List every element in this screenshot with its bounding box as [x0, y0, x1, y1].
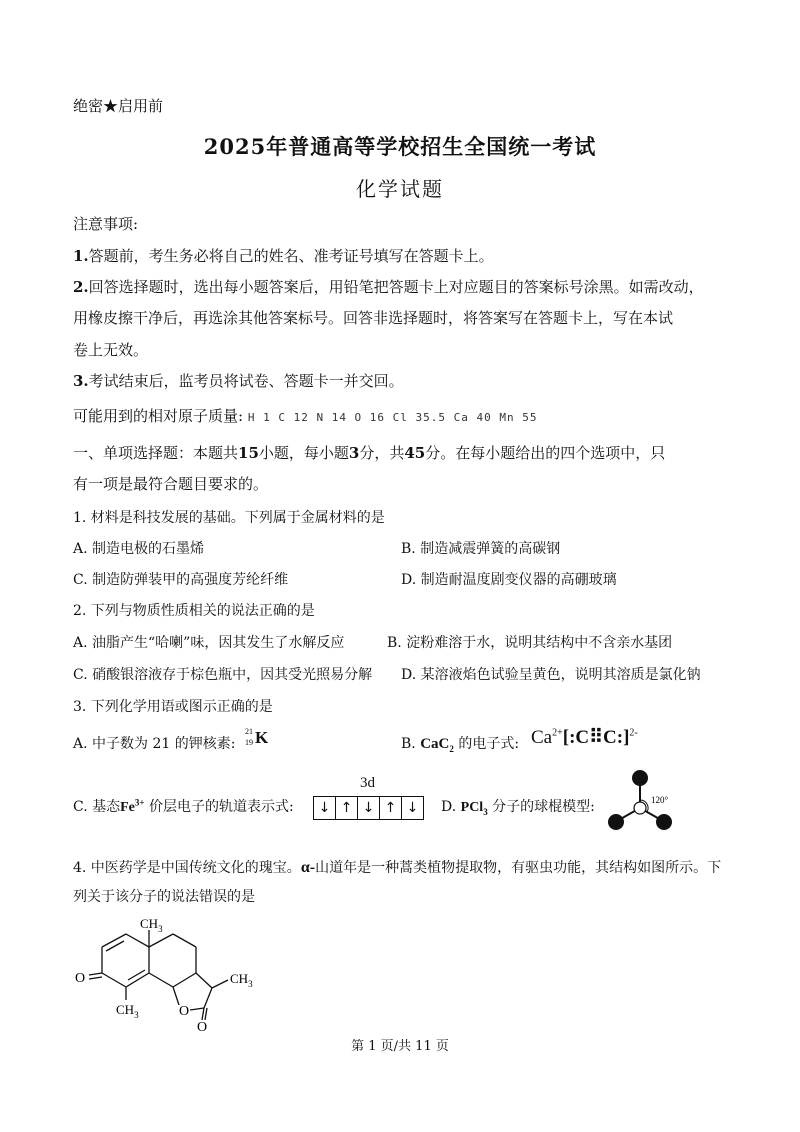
methyl-top-label: $CH_3$ [140, 916, 163, 934]
note-2-number: 2. [73, 278, 89, 296]
note-2-line1: 回答选择题时，选出每小题答案后，用铅笔把答题卡上对应题目的答案标号涂黑。如需改动， [88, 278, 704, 296]
santonin-structure [62, 908, 262, 1033]
phosphorus-atom [634, 802, 646, 814]
nuclide-atomic-number: 19 [245, 738, 253, 747]
atomic-mass-values: H 1 C 12 N 14 O 16 Cl 35.5 Ca 40 Mn 55 [247, 411, 538, 424]
fe-symbol: Fe [120, 800, 135, 815]
alpha-prefix: α- [300, 859, 316, 876]
c2-anion-charge: 2- [629, 727, 638, 739]
q1-option-b: B. 制造减震弹簧的高碳钢 [401, 541, 561, 557]
orbital-label: 3d [360, 775, 375, 791]
pcl3-subscript: 3 [483, 806, 488, 817]
c2-anion: [:C⠿C:] [562, 727, 630, 748]
page-number: 第 1 页/共 11 页 [351, 1039, 449, 1054]
q1-option-a: A. 制造电极的石墨烯 [73, 541, 205, 557]
methyl-bottom-label: $CH_3$ [116, 1002, 139, 1020]
note-2-line2: 用橡皮擦干净后，再选涂其他答案标号。回答非选择题时，将答案写在答题卡上，写在本试 [73, 309, 674, 327]
atomic-mass-label: 可能用到的相对原子质量: [73, 407, 244, 425]
orbital-box: ↑ [380, 797, 402, 819]
lactone-oxygen-label: O [197, 1020, 208, 1033]
q1-option-c: C. 制造防弹装甲的高强度芳纶纤维 [73, 572, 289, 588]
section-header [73, 442, 665, 463]
q3-option-c [73, 796, 294, 816]
atomic-mass-line [73, 405, 538, 426]
q3-option-a: A. 中子数为 21 的钾核素: [73, 736, 236, 752]
note-2-line3: 卷上无效。 [73, 341, 149, 359]
chlorine-atom [656, 814, 672, 830]
skeleton-bonds [89, 930, 228, 1020]
q3-b-letter: B. [401, 736, 416, 752]
q3-option-d [441, 796, 595, 817]
notes-heading: 注意事项: [73, 215, 139, 233]
q3-d-text: 分子的球棍模型: [492, 799, 595, 815]
cac2-electron-formula [531, 726, 638, 749]
q4-text-2: 山道年是一种蒿类植物提取物，有驱虫功能，其结构如图所示。下 [315, 860, 722, 876]
q3-a-nuclide [245, 727, 275, 751]
note-1-number: 1. [73, 247, 89, 265]
orbital-box: ↓ [358, 797, 380, 819]
pcl3-symbol: PCl [460, 800, 484, 815]
exam-year: 2025 [203, 134, 267, 159]
q2-option-c: C. 硝酸银溶液存于棕色瓶中，因其受光照易分解 [73, 667, 373, 683]
note-1-text: 答题前，考生务必将自己的姓名、准考证号填写在答题卡上。 [88, 247, 494, 265]
note-3-number: 3. [73, 372, 89, 390]
cac2-symbol: CaC [420, 736, 450, 752]
ca-charge: 2+ [552, 727, 563, 739]
q3-d-letter: D. [441, 799, 457, 815]
q3-c-text-2: 价层电子的轨道表示式: [148, 799, 294, 815]
orbital-box: ↓ [314, 797, 336, 819]
subject-title: 化学试题 [356, 177, 444, 201]
orbital-box: ↑ [336, 797, 358, 819]
q2-stem: 2. 下列与物质性质相关的说法正确的是 [73, 603, 315, 619]
section-text-1: 一、单项选择题：本题共 [73, 444, 239, 462]
note-2 [73, 276, 704, 297]
q2-option-d: D. 某溶液焰色试验呈黄色，说明其溶质是氯化钠 [401, 667, 701, 683]
nuclide-symbol: K [255, 728, 269, 747]
q1-option-d: D. 制造耐温度剧变仪器的高硼玻璃 [401, 572, 617, 588]
q3-c-text-1: C. 基态 [73, 799, 121, 815]
orbital-diagram [313, 796, 424, 820]
fe-charge: 3+ [134, 797, 145, 808]
q2-option-b: B. 淀粉难溶于水，说明其结构中不含亲水基团 [387, 635, 673, 651]
q3-stem: 3. 下列化学用语或图示正确的是 [73, 699, 273, 715]
q4-line1 [73, 857, 721, 877]
ca-ion: Ca [531, 727, 553, 748]
cac2-subscript: 2 [449, 744, 454, 754]
methyl-right-label: $CH_3$ [230, 971, 253, 989]
note-3 [73, 370, 404, 391]
exam-title-text: 年普通高等学校招生全国统一考试 [266, 134, 597, 159]
exam-title [0, 131, 800, 161]
section-text-4: 分。在每小题给出的四个选项中，只 [425, 444, 666, 462]
fe-ion [120, 797, 145, 815]
section-text-3: 分，共 [359, 444, 405, 462]
points-each: 3 [348, 444, 360, 462]
q3-b-text: 的电子式: [458, 736, 520, 752]
q3-b-formula [420, 736, 454, 752]
note-3-text: 考试结束后，监考员将试卷、答题卡一并交回。 [88, 372, 404, 390]
pcl3-formula [461, 800, 488, 815]
chlorine-atom [632, 770, 648, 786]
chlorine-atom [608, 814, 624, 830]
confidential-label: 绝密★启用前 [73, 97, 164, 115]
q4-text-1: 4. 中医药学是中国传统文化的瑰宝。 [73, 860, 301, 876]
ketone-oxygen-label: O [75, 971, 86, 986]
q4-line2: 列关于该分子的说法错误的是 [73, 889, 255, 905]
section-text-2: 小题，每小题 [258, 444, 349, 462]
total-points: 45 [404, 444, 426, 462]
ring-oxygen-label: O [179, 1004, 190, 1019]
question-count: 15 [238, 444, 259, 462]
section-header-line2: 有一项是最符合题目要求的。 [73, 475, 269, 493]
q3-option-b [401, 733, 519, 754]
note-1 [73, 245, 494, 266]
pcl3-ball-stick-model [600, 768, 680, 834]
orbital-box: ↓ [406, 800, 419, 816]
nuclide-mass-number: 21 [245, 727, 253, 736]
q2-option-a: A. 油脂产生“哈喇”味，因其发生了水解反应 [73, 635, 345, 651]
bond-angle-label: 120° [651, 795, 669, 805]
q1-stem: 1. 材料是科技发展的基础。下列属于金属材料的是 [73, 510, 385, 526]
